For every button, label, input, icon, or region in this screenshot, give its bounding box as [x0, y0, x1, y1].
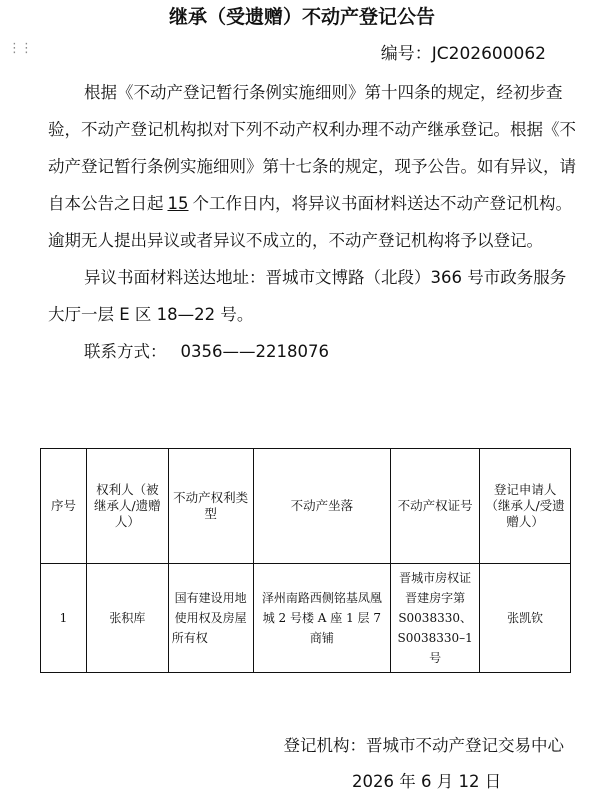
objection-address: 异议书面材料送达地址：晋城市文博路（北段）366 号市政务服务大厅一层 E 区 18—22 号。: [48, 268, 567, 324]
drag-handle-icon[interactable]: ⋮⋮: [8, 41, 32, 56]
registration-organization: 登记机构：晋城市不动产登记交易中心: [283, 736, 564, 755]
header-applicant: 登记申请人（继承人/受遗赠人）: [480, 449, 571, 564]
document-number-value: JC202600062: [431, 44, 546, 64]
cell-holder: 张积库: [86, 564, 168, 673]
notice-paragraph: [48, 74, 578, 259]
header-right-type: 不动产权利类型: [168, 449, 253, 564]
contact-info: [48, 333, 578, 370]
header-cert-no: 不动产权证号: [391, 449, 480, 564]
page-title: 继承（受遗赠）不动产登记公告: [168, 6, 435, 28]
table-row: [41, 564, 571, 673]
document-number: [381, 42, 546, 66]
header-location: 不动产坐落: [253, 449, 391, 564]
header-seq: 序号: [41, 449, 87, 564]
cell-applicant: 张凯钦: [480, 564, 571, 673]
notice-paragraph-text-b: 个工作日内，将异议书面材料送达不动产登记机构。逾期无人提出异议或者异议不成立的，不动产登记机构将予以登记。: [48, 194, 572, 250]
document-number-label: 编号：: [380, 44, 432, 64]
objection-days: 15: [167, 194, 189, 213]
header-holder: 权利人（被继承人/遗赠人）: [86, 449, 168, 564]
cell-right-type: 国有建设用地使用权及房屋所有权: [168, 564, 253, 673]
notice-body: [48, 74, 578, 370]
cell-location: 泽州南路西侧铭基凤凰城 2 号楼 A 座 1 层 7 商铺: [253, 564, 391, 673]
notice-date: 2026 年 6 月 12 日: [352, 772, 502, 791]
contact-label: 联系方式：: [84, 342, 167, 361]
registration-table: [40, 448, 571, 673]
table-header-row: [41, 449, 571, 564]
cell-cert-no: 晋城市房权证晋建房字第 S0038330、S0038330–1 号: [391, 564, 480, 673]
contact-phone: 0356——2218076: [180, 342, 329, 361]
notice-paragraph-text-a: 根据《不动产登记暂行条例实施细则》第十四条的规定，经初步查验，不动产登记机构拟对下列不动产权利办理不动产继承登记。根据《不动产登记暂行条例实施细则》第十七条的规定，现予公告。如有异议，请自本公告之日起: [48, 83, 576, 213]
cell-seq: 1: [41, 564, 87, 673]
